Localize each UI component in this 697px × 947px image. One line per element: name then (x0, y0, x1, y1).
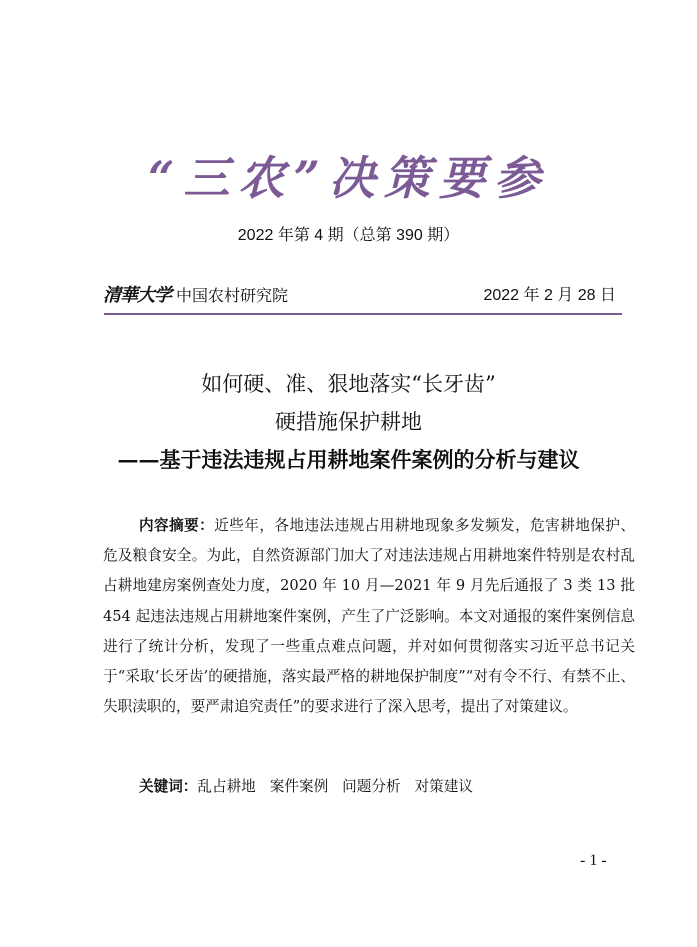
abstract-text: 近些年，各地违法违规占用耕地现象多发频发，危害耕地保护、危及粮食安全。为此，自然资源部门加大了对违法违规占用耕地案件特别是农村乱占耕地建房案例查处力度，2020 年 10 月—2021 年 9 月先后通报了 3 类 13 批 454 起违法违规占用耕地案件案例，产生了广泛影响。本文对通报的案件案例信息进行了统计分析，发现了一些重点难点问题，并对如何贯彻落实习近平总书记关于“采取‘长牙齿’的硬措施，落实最严格的耕地保护制度”“对有令不行、有禁不止、失职渎职的，要严肃追究责任”的要求进行了深入思考，提出了对策建议。 (103, 517, 635, 716)
keyword-item: 案件案例 (269, 778, 329, 795)
article-title-line-1: 如何硬、准、狠地落实“长牙齿” (201, 372, 496, 396)
page-number: - 1 - (580, 852, 607, 869)
keyword-item: 对策建议 (414, 778, 473, 795)
abstract-paragraph (103, 511, 635, 722)
masthead-title: “三农”决策要参 (148, 151, 549, 205)
university-logo: 清華大学 (103, 285, 171, 306)
issue-number: 2022 年第 4 期（总第 390 期） (237, 227, 460, 244)
keywords-label: 关键词： (139, 778, 198, 795)
keyword-item: 乱占耕地 (197, 778, 256, 795)
keyword-item: 问题分析 (342, 778, 401, 795)
keywords-line (139, 775, 487, 796)
header-divider (104, 313, 622, 315)
article-subtitle: ——基于违法违规占用耕地案件案例的分析与建议 (117, 447, 580, 472)
article-title-line-2: 硬措施保护耕地 (275, 410, 422, 434)
institute-name: 中国农村研究院 (176, 288, 289, 305)
abstract-label: 内容摘要： (139, 517, 215, 534)
publication-date: 2022 年 2 月 28 日 (483, 287, 616, 304)
